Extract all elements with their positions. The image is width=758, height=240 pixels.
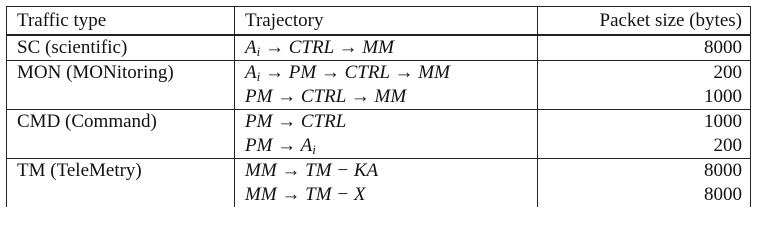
traffic-type-cell: CMD (Command): [7, 110, 235, 135]
traffic-type-cell: MON (MONitoring): [7, 61, 235, 86]
traffic-type-cell: [7, 183, 235, 207]
trajectory-cell: $A_i$ → PM → CTRL → MM: [235, 61, 538, 86]
packet-size-cell: 8000: [538, 183, 751, 207]
trajectory-cell: MM → TM − KA: [235, 159, 538, 184]
packet-size-cell: 200: [538, 61, 751, 86]
traffic-table: [6, 6, 751, 207]
traffic-table-container: [6, 6, 750, 207]
traffic-type-cell: TM (TeleMetry): [7, 159, 235, 184]
traffic-type-cell: SC (scientific): [7, 35, 235, 61]
header-row: [7, 7, 751, 36]
traffic-type-cell: [7, 134, 235, 159]
traffic-type-cell: [7, 85, 235, 110]
table-row: [7, 85, 751, 110]
table-row: [7, 183, 751, 207]
packet-size-cell: 1000: [538, 110, 751, 135]
table-row: [7, 134, 751, 159]
packet-size-cell: 8000: [538, 159, 751, 184]
header-trajectory: Trajectory: [235, 7, 538, 36]
table-row: [7, 159, 751, 184]
table-row: [7, 61, 751, 86]
table-row: [7, 35, 751, 61]
header-packet-size: Packet size (bytes): [538, 7, 751, 36]
trajectory-cell: PM → CTRL → MM: [235, 85, 538, 110]
trajectory-cell: MM → TM − X: [235, 183, 538, 207]
trajectory-cell: PM → $A_i$: [235, 134, 538, 159]
packet-size-cell: 1000: [538, 85, 751, 110]
trajectory-cell: PM → CTRL: [235, 110, 538, 135]
table-row: [7, 110, 751, 135]
packet-size-cell: 8000: [538, 35, 751, 61]
packet-size-cell: 200: [538, 134, 751, 159]
header-traffic-type: Traffic type: [7, 7, 235, 36]
trajectory-cell: $A_i$ → CTRL → MM: [235, 35, 538, 61]
